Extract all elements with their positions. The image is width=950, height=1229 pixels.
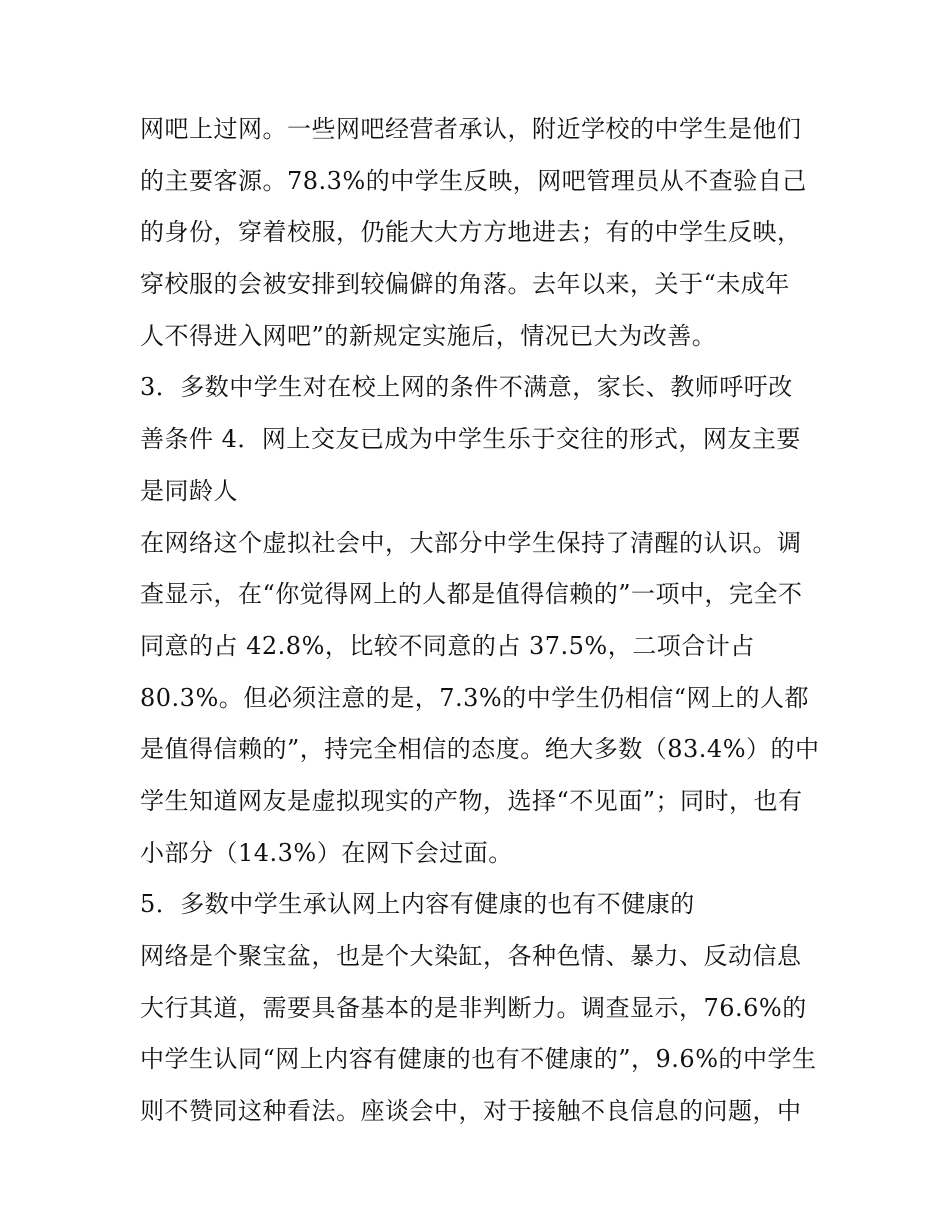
text-line: 的主要客源。78.3%的中学生反映，网吧管理员从不查验自己: [140, 166, 807, 195]
text-line: 同意的占 42.8%，比较不同意的占 37.5%，二项合计占: [140, 631, 755, 660]
text-line: 80.3%。但必须注意的是，7.3%的中学生仍相信“网上的人都: [140, 683, 809, 712]
section-heading-5: 5．多数中学生承认网上内容有健康的也有不健康的: [140, 890, 695, 919]
text-line: 在网络这个虚拟社会中，大部分中学生保持了清醒的认识。调: [140, 528, 802, 557]
section-heading-3: 3．多数中学生对在校上网的条件不满意，家长、教师呼吁改: [140, 373, 793, 402]
text-line: 是同龄人: [140, 476, 238, 505]
text-line: 学生知道网友是虚拟现实的产物，选择“不见面”；同时，也有: [140, 786, 803, 815]
document-body: [140, 104, 820, 1138]
text-line: 则不赞同这种看法。座谈会中，对于接触不良信息的问题，中: [140, 1097, 802, 1126]
text-line: 小部分（14.3%）在网下会过面。: [140, 838, 513, 867]
text-line: 人不得进入网吧”的新规定实施后，情况已大为改善。: [140, 321, 717, 350]
section-heading-4: 善条件 4．网上交友已成为中学生乐于交往的形式，网友主要: [140, 425, 801, 454]
text-line: 查显示，在“你觉得网上的人都是值得信赖的”一项中，完全不: [140, 580, 803, 609]
text-line: 大行其道，需要具备基本的是非判断力。调查显示，76.6%的: [140, 993, 807, 1022]
text-line: 穿校服的会被安排到较偏僻的角落。去年以来，关于“未成年: [140, 270, 790, 299]
text-line: 中学生认同“网上内容有健康的也有不健康的”，9.6%的中学生: [140, 1045, 817, 1074]
text-line: 是值得信赖的”，持完全相信的态度。绝大多数（83.4%）的中: [140, 735, 820, 764]
text-line: 网吧上过网。一些网吧经营者承认，附近学校的中学生是他们: [140, 115, 802, 143]
text-line: 网络是个聚宝盆，也是个大染缸，各种色情、暴力、反动信息: [140, 942, 802, 970]
text-line: 的身份，穿着校服，仍能大大方方地进去；有的中学生反映，: [140, 218, 802, 247]
